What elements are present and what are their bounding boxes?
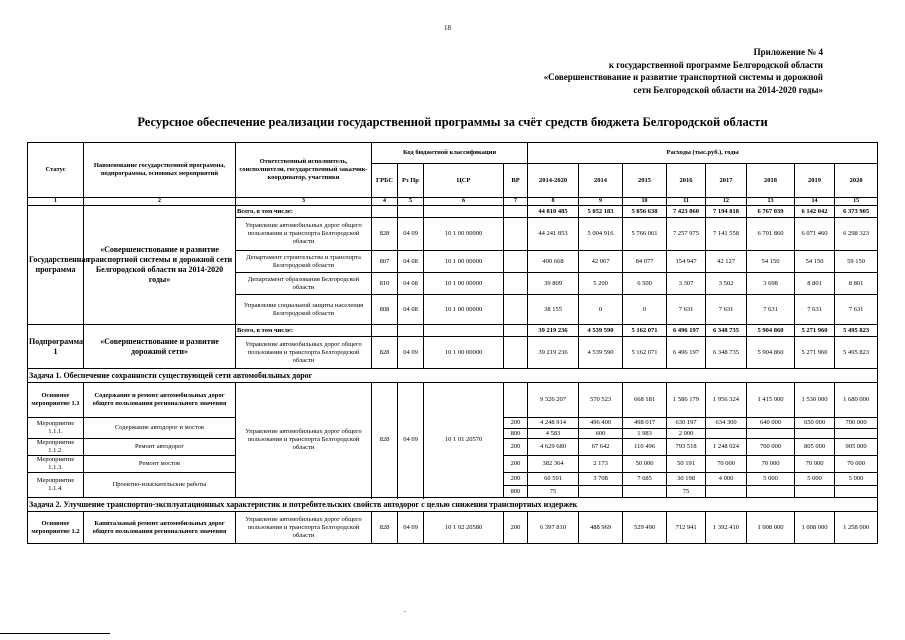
value-cell: 39 809 bbox=[528, 273, 579, 295]
csr-cell: 10 1 00 00000 bbox=[424, 218, 504, 251]
executor-cell: Управление автомобильных дорог общего пользования и транспорта Белгородской области bbox=[236, 337, 372, 369]
vr-cell bbox=[504, 273, 528, 295]
resource-table bbox=[27, 142, 878, 544]
value-cell: 5 162 071 bbox=[623, 325, 667, 337]
value-cell: 7 685 bbox=[623, 473, 667, 486]
gp-status: Государственная программа bbox=[28, 206, 84, 325]
value-cell: 5 000 bbox=[747, 473, 795, 486]
value-cell: 5 495 823 bbox=[835, 337, 878, 369]
value-cell: 4 629 680 bbox=[528, 439, 579, 456]
grbs-cell: 828 bbox=[372, 218, 398, 251]
value-cell: 8 801 bbox=[795, 273, 835, 295]
column-index: 4 bbox=[372, 198, 398, 206]
event-status: Мероприятие 1.1.3. bbox=[28, 456, 84, 473]
csr-cell: 10 1 00 00000 bbox=[424, 251, 504, 273]
value-cell: 5 200 bbox=[579, 273, 623, 295]
value-cell: 382 364 bbox=[528, 456, 579, 473]
main-event-name: Содержание и ремонт автомобильных дорог общего пользования регионального значения bbox=[84, 383, 236, 418]
appendix-line: «Совершенствование и развитие транспортной системы и дорожной bbox=[543, 72, 823, 82]
value-cell: 7 631 bbox=[835, 295, 878, 325]
value-cell: 1 008 000 bbox=[795, 512, 835, 544]
value-cell: 4 583 bbox=[528, 429, 579, 439]
column-index: 2 bbox=[84, 198, 236, 206]
value-cell: 5 162 071 bbox=[623, 337, 667, 369]
value-cell: 44 810 485 bbox=[528, 206, 579, 218]
value-cell: 4 539 590 bbox=[579, 337, 623, 369]
value-cell: 50 191 bbox=[667, 456, 706, 473]
value-cell: 6 142 042 bbox=[795, 206, 835, 218]
value-cell: 6 373 905 bbox=[835, 206, 878, 218]
value-cell: 39 219 236 bbox=[528, 337, 579, 369]
event-status: Мероприятие 1.1.2. bbox=[28, 439, 84, 456]
value-cell: 3 502 bbox=[706, 273, 747, 295]
value-cell: 4 539 590 bbox=[579, 325, 623, 337]
value-cell: 5 766 061 bbox=[623, 218, 667, 251]
header-expenses: Расходы (тыс.руб.), годы bbox=[528, 143, 878, 164]
event-name: Ремонт мостов bbox=[84, 456, 236, 473]
grbs-cell: 828 bbox=[372, 337, 398, 369]
value-cell: 30 198 bbox=[667, 473, 706, 486]
value-cell: 5 495 823 bbox=[835, 325, 878, 337]
value-cell: 630 197 bbox=[667, 418, 706, 429]
header-year: 2014-2020 bbox=[528, 164, 579, 198]
event-name: Ремонт автодорог bbox=[84, 439, 236, 456]
vr-cell bbox=[504, 218, 528, 251]
value-cell: 5 271 960 bbox=[795, 337, 835, 369]
event-status: Мероприятие 1.1.4. bbox=[28, 473, 84, 498]
footer-rule bbox=[0, 633, 110, 634]
footer-mark: . bbox=[404, 605, 406, 614]
grbs-cell: 808 bbox=[372, 295, 398, 325]
column-index-row bbox=[28, 198, 878, 206]
value-cell: 7 257 975 bbox=[667, 218, 706, 251]
gp-total-label: Всего, в том числе: bbox=[236, 206, 372, 218]
value-cell: 668 181 bbox=[623, 383, 667, 418]
vr-cell: 200 bbox=[504, 512, 528, 544]
header-year: 2015 bbox=[623, 164, 667, 198]
value-cell: 488 969 bbox=[579, 512, 623, 544]
value-cell: 39 219 236 bbox=[528, 325, 579, 337]
value-cell: 5 000 bbox=[795, 473, 835, 486]
header-vr: ВР bbox=[504, 164, 528, 198]
value-cell: 1 956 324 bbox=[706, 383, 747, 418]
value-cell: 7 631 bbox=[747, 295, 795, 325]
value-cell: 498 017 bbox=[623, 418, 667, 429]
event-name: Проектно-изыскательские работы bbox=[84, 473, 236, 498]
value-cell: 1 415 000 bbox=[747, 383, 795, 418]
value-cell: 84 077 bbox=[623, 251, 667, 273]
csr-cell: 10 1 00 00000 bbox=[424, 273, 504, 295]
executor-cell: Департамент образования Белгородской области bbox=[236, 273, 372, 295]
task-row bbox=[28, 498, 878, 512]
sub-status: Подпрограмма 1 bbox=[28, 325, 84, 369]
column-index: 7 bbox=[504, 198, 528, 206]
column-index: 9 bbox=[579, 198, 623, 206]
value-cell: 1 258 000 bbox=[835, 512, 878, 544]
event-status: Мероприятие 1.1.1. bbox=[28, 418, 84, 439]
value-cell: 7 194 818 bbox=[706, 206, 747, 218]
table-row bbox=[28, 383, 878, 418]
vr-cell bbox=[504, 337, 528, 369]
grbs-cell: 810 bbox=[372, 273, 398, 295]
executor-cell: Управление автомобильных дорог общего пользования и транспорта Белгородской области bbox=[236, 512, 372, 544]
value-cell: 7 631 bbox=[667, 295, 706, 325]
value-cell: 6 348 735 bbox=[706, 325, 747, 337]
value-cell: 2 173 bbox=[579, 456, 623, 473]
value-cell: 6 298 323 bbox=[835, 218, 878, 251]
value-cell: 4 248 914 bbox=[528, 418, 579, 429]
value-cell: 2 000 bbox=[667, 429, 706, 439]
gp-name: «Совершенствование и развитие транспортной системы и дорожной сети Белгородской области на 2014-2020 годы» bbox=[84, 206, 236, 325]
column-index: 3 bbox=[236, 198, 372, 206]
value-cell: 1 983 bbox=[623, 429, 667, 439]
csr-cell: 10 1 00 00000 bbox=[424, 295, 504, 325]
rzpr-cell: 04 09 bbox=[398, 337, 424, 369]
value-cell: 1 392 410 bbox=[706, 512, 747, 544]
table-row bbox=[28, 325, 878, 337]
value-cell: 1 530 000 bbox=[795, 383, 835, 418]
value-cell: 6 701 860 bbox=[747, 218, 795, 251]
value-cell bbox=[795, 486, 835, 498]
value-cell: 529 490 bbox=[623, 512, 667, 544]
value-cell: 50 000 bbox=[623, 456, 667, 473]
executor-cell: Управление автомобильных дорог общего пользования и транспорта Белгородской области bbox=[236, 383, 372, 498]
value-cell bbox=[706, 429, 747, 439]
column-index: 15 bbox=[835, 198, 878, 206]
value-cell: 110 496 bbox=[623, 439, 667, 456]
value-cell: 4 000 bbox=[706, 473, 747, 486]
value-cell: 9 326 207 bbox=[528, 383, 579, 418]
value-cell: 1 008 000 bbox=[747, 512, 795, 544]
appendix-header bbox=[523, 46, 823, 96]
grbs-cell: 828 bbox=[372, 512, 398, 544]
value-cell: 5 271 960 bbox=[795, 325, 835, 337]
value-cell: 7 141 558 bbox=[706, 218, 747, 251]
document-title: Ресурсное обеспечение реализации государственной программы за счёт средств бюджета Белгородской области bbox=[137, 115, 768, 129]
value-cell: 5 000 bbox=[835, 473, 878, 486]
rzpr-cell: 04 08 bbox=[398, 251, 424, 273]
value-cell: 54 150 bbox=[747, 251, 795, 273]
executor-cell: Управление автомобильных дорог общего пользования и транспорта Белгородской области bbox=[236, 218, 372, 251]
vr-cell: 200 bbox=[504, 473, 528, 486]
value-cell bbox=[835, 486, 878, 498]
value-cell: 0 bbox=[623, 295, 667, 325]
value-cell: 5 856 638 bbox=[623, 206, 667, 218]
value-cell bbox=[747, 429, 795, 439]
value-cell: 60 591 bbox=[528, 473, 579, 486]
grbs-cell: 807 bbox=[372, 251, 398, 273]
value-cell: 3 307 bbox=[667, 273, 706, 295]
main-event-name: Капитальный ремонт автомобильных дорог общего пользования регионального значения bbox=[84, 512, 236, 544]
value-cell bbox=[579, 486, 623, 498]
value-cell: 5 904 860 bbox=[747, 325, 795, 337]
value-cell: 490 668 bbox=[528, 251, 579, 273]
value-cell: 3 708 bbox=[579, 473, 623, 486]
column-index: 12 bbox=[706, 198, 747, 206]
executor-cell: Управление социальной защиты населения Белгородской области bbox=[236, 295, 372, 325]
header-year: 2016 bbox=[667, 164, 706, 198]
task-title: Задача 1. Обеспечение сохранности существующей сети автомобильных дорог bbox=[28, 369, 878, 383]
sub-name: «Совершенствование и развитие дорожной сети» bbox=[84, 325, 236, 369]
value-cell: 75 bbox=[667, 486, 706, 498]
sub-total-label: Всего, в том числе: bbox=[236, 325, 372, 337]
value-cell: 793 518 bbox=[667, 439, 706, 456]
value-cell: 6 500 bbox=[623, 273, 667, 295]
appendix-line: сети Белгородской области на 2014-2020 годы» bbox=[633, 84, 823, 95]
value-cell: 1 680 000 bbox=[835, 383, 878, 418]
vr-cell bbox=[504, 251, 528, 273]
task-row bbox=[28, 369, 878, 383]
header-year: 2014 bbox=[579, 164, 623, 198]
value-cell: 7 631 bbox=[795, 295, 835, 325]
value-cell: 8 801 bbox=[835, 273, 878, 295]
column-index: 10 bbox=[623, 198, 667, 206]
vr-cell: 200 bbox=[504, 439, 528, 456]
value-cell: 700 000 bbox=[747, 439, 795, 456]
csr-cell: 10 1 01 20570 bbox=[424, 383, 504, 498]
value-cell: 3 698 bbox=[747, 273, 795, 295]
value-cell: 42 127 bbox=[706, 251, 747, 273]
csr-cell: 10 1 00 00000 bbox=[424, 337, 504, 369]
header-csr: ЦСР bbox=[424, 164, 504, 198]
value-cell: 59 150 bbox=[835, 251, 878, 273]
rzpr-cell: 04 09 bbox=[398, 383, 424, 498]
value-cell bbox=[835, 429, 878, 439]
table-row bbox=[28, 206, 878, 218]
value-cell: 54 150 bbox=[795, 251, 835, 273]
value-cell: 6 496 197 bbox=[667, 325, 706, 337]
event-name: Содержание автодорог и мостов bbox=[84, 418, 236, 439]
vr-cell: 200 bbox=[504, 456, 528, 473]
value-cell: 6 767 039 bbox=[747, 206, 795, 218]
value-cell: 6 071 460 bbox=[795, 218, 835, 251]
value-cell: 712 941 bbox=[667, 512, 706, 544]
value-cell: 67 642 bbox=[579, 439, 623, 456]
value-cell: 1 586 179 bbox=[667, 383, 706, 418]
value-cell: 905 000 bbox=[835, 439, 878, 456]
rzpr-cell: 04 08 bbox=[398, 295, 424, 325]
value-cell: 600 bbox=[579, 429, 623, 439]
rzpr-cell: 04 08 bbox=[398, 273, 424, 295]
value-cell: 496 400 bbox=[579, 418, 623, 429]
header-year: 2019 bbox=[795, 164, 835, 198]
value-cell: 805 000 bbox=[795, 439, 835, 456]
value-cell: 7 631 bbox=[706, 295, 747, 325]
value-cell: 42 067 bbox=[579, 251, 623, 273]
column-index: 13 bbox=[747, 198, 795, 206]
value-cell: 70 000 bbox=[706, 456, 747, 473]
appendix-line: Приложение № 4 bbox=[753, 47, 823, 57]
value-cell: 5 004 916 bbox=[579, 218, 623, 251]
value-cell bbox=[795, 429, 835, 439]
rzpr-cell: 04 09 bbox=[398, 512, 424, 544]
value-cell: 70 000 bbox=[835, 456, 878, 473]
value-cell: 75 bbox=[528, 486, 579, 498]
header-year: 2018 bbox=[747, 164, 795, 198]
value-cell: 154 947 bbox=[667, 251, 706, 273]
appendix-line: к государственной программе Белгородской области bbox=[608, 59, 823, 70]
value-cell: 700 000 bbox=[835, 418, 878, 429]
main-event-status: Основное мероприятие 1.1 bbox=[28, 383, 84, 418]
header-name: Наименование государственной программы, подпрограммы, основных мероприятий bbox=[84, 143, 236, 198]
value-cell: 38 155 bbox=[528, 295, 579, 325]
grbs-cell: 828 bbox=[372, 383, 398, 498]
header-status: Статус bbox=[28, 143, 84, 198]
csr-cell: 10 1 02 20580 bbox=[424, 512, 504, 544]
value-cell: 70 000 bbox=[747, 456, 795, 473]
vr-cell: 800 bbox=[504, 429, 528, 439]
column-index: 1 bbox=[28, 198, 84, 206]
header-rzpr: Рз Пр bbox=[398, 164, 424, 198]
value-cell: 650 000 bbox=[795, 418, 835, 429]
value-cell: 7 423 860 bbox=[667, 206, 706, 218]
vr-cell: 800 bbox=[504, 486, 528, 498]
value-cell: 5 052 183 bbox=[579, 206, 623, 218]
rzpr-cell: 04 09 bbox=[398, 218, 424, 251]
executor-cell: Департамент строительства и транспорта Белгородской области bbox=[236, 251, 372, 273]
value-cell: 634 300 bbox=[706, 418, 747, 429]
header-grbs: ГРБС bbox=[372, 164, 398, 198]
header-kbk: Код бюджетной классификации bbox=[372, 143, 528, 164]
vr-cell bbox=[504, 383, 528, 418]
main-event-status: Основное мероприятие 1.2 bbox=[28, 512, 84, 544]
value-cell: 570 523 bbox=[579, 383, 623, 418]
column-index: 6 bbox=[424, 198, 504, 206]
value-cell: 6 348 735 bbox=[706, 337, 747, 369]
column-index: 14 bbox=[795, 198, 835, 206]
value-cell: 6 496 197 bbox=[667, 337, 706, 369]
value-cell: 640 000 bbox=[747, 418, 795, 429]
value-cell: 44 241 853 bbox=[528, 218, 579, 251]
value-cell: 0 bbox=[579, 295, 623, 325]
header-year: 2020 bbox=[835, 164, 878, 198]
value-cell bbox=[623, 486, 667, 498]
table-row bbox=[28, 512, 878, 544]
task-title: Задача 2. Улучшение транспортно-эксплуатационных характеристик и потребительских свойств автодорог с целью снижения транспортных издержек bbox=[28, 498, 878, 512]
value-cell bbox=[747, 486, 795, 498]
column-index: 8 bbox=[528, 198, 579, 206]
header-year: 2017 bbox=[706, 164, 747, 198]
page-number: 18 bbox=[444, 24, 451, 32]
value-cell bbox=[706, 486, 747, 498]
vr-cell: 200 bbox=[504, 418, 528, 429]
header-executor: Ответственный исполнитель, соисполнители, государственный заказчик-координатор, участники bbox=[236, 143, 372, 198]
vr-cell bbox=[504, 295, 528, 325]
value-cell: 6 397 810 bbox=[528, 512, 579, 544]
value-cell: 70 000 bbox=[795, 456, 835, 473]
value-cell: 5 904 860 bbox=[747, 337, 795, 369]
value-cell: 1 248 024 bbox=[706, 439, 747, 456]
column-index: 11 bbox=[667, 198, 706, 206]
column-index: 5 bbox=[398, 198, 424, 206]
